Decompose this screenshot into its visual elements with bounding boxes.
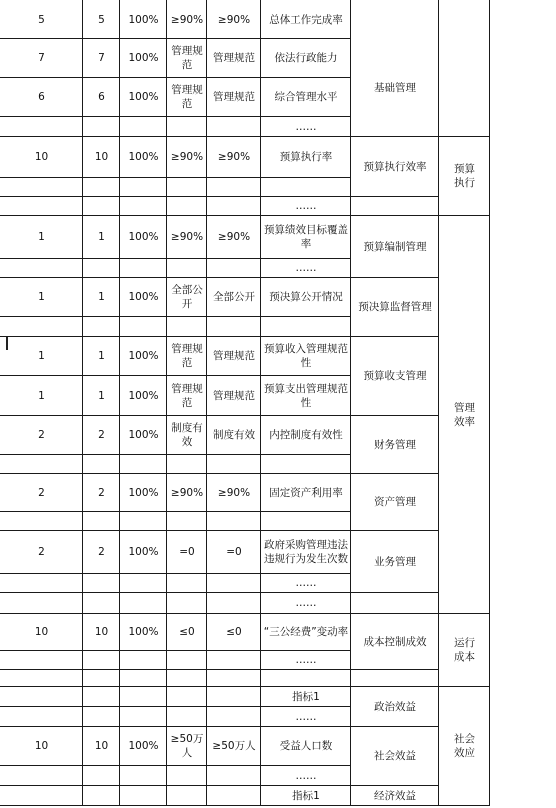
level3-indicator-cell: 业务管理 [374,555,416,568]
level3-indicator-cell [354,197,436,215]
table-cell: 管理规范 [213,389,255,402]
level3-indicator-cell [354,670,436,686]
table-cell: 预决算公开情况 [269,291,343,303]
table-cell: 6 [38,91,45,103]
level3-indicator-cell: 预决算监督管理 [358,301,432,313]
table-cell: 管理规范 [213,52,255,64]
table-cell: 指标1 [292,690,320,703]
table-cell: =0 [226,546,242,558]
table-cell: 10 [94,626,109,638]
table-cell [263,670,349,686]
table-cell: 1 [98,231,105,243]
table-cell: 100% [128,546,159,558]
level3-indicator-cell: 社会效益 [374,750,416,762]
table-cell: 政府采购管理违法违规行为发生次数 [264,539,348,565]
table-cell: 5 [98,13,105,26]
table-cell: 100% [128,626,159,638]
table-cell: 预算收入管理规范性 [264,343,348,369]
table-cell: 全部公开 [213,291,255,303]
table-vline [489,0,490,805]
table-cell: 内控制度有效性 [269,429,343,441]
table-cell: 1 [98,350,105,362]
table-cell [263,512,349,530]
level3-indicator-cell [354,593,436,613]
table-cell: 10 [94,740,109,752]
table-cell: 制度有效 [213,429,255,441]
level3-indicator-cell: 预算收支管理 [363,370,427,382]
level3-indicator-cell: 预算编制管理 [363,240,427,253]
table-cell: 100% [128,350,159,362]
table-vline [260,0,261,805]
table-cell: 依法行政能力 [274,52,338,64]
table-cell: 综合管理水平 [274,91,338,103]
table-cell: “三公经费”变动率 [263,626,349,638]
table-cell: 100% [128,429,159,441]
table-cell: 1 [38,231,45,243]
table-cell: 1 [98,291,105,303]
table-cell: ≥90% [217,13,251,26]
table-cell: 受益人口数 [279,740,333,752]
table-cell: 1 [98,389,105,402]
table-vline [82,0,83,805]
table-cell: 2 [38,486,45,499]
table-cell: 总体工作完成率 [269,13,343,26]
table-cell: 100% [128,91,159,103]
table-group-line [351,805,439,806]
table-group-line [439,805,490,806]
table-cell: 5 [38,13,45,26]
table-vline [350,0,351,805]
table-cell: 全部公开 [171,284,203,310]
level3-indicator-cell: 政治效益 [374,700,416,713]
table-vline [119,0,120,805]
level2-indicator-cell [449,1,480,136]
table-cell: 100% [128,291,159,303]
table-cell: 100% [128,231,159,243]
table-cell: ≥90% [170,151,204,163]
table-cell [263,455,349,473]
table-cell: …… [295,262,317,274]
table-cell: =0 [179,546,195,558]
table-cell: 1 [38,350,45,362]
table-cell: 固定资产利用率 [269,486,343,499]
table-cell: 2 [98,486,105,499]
table-cell: 10 [34,626,49,638]
level3-indicator-cell: 财务管理 [374,438,416,451]
table-cell: ≤0 [179,626,195,638]
table-cell: 预算执行率 [279,151,333,163]
table-cell: ≤0 [226,626,242,638]
level2-indicator-cell: 预算执行 [454,163,475,189]
table-cell: 预算支出管理规范性 [264,382,348,409]
level3-indicator-cell: 预算执行效率 [363,160,427,173]
table-cell: 100% [128,486,159,499]
table-cell: …… [295,597,317,609]
table-cell: 管理规范 [213,91,255,103]
table-cell: 10 [34,151,49,163]
level3-indicator-cell: 经济效益 [374,789,416,802]
table-cell: …… [295,200,317,212]
page-edge-mark [6,337,8,350]
table-cell: 2 [38,429,45,441]
table-cell: 10 [94,151,109,163]
level3-indicator-cell: 资产管理 [374,496,416,508]
table-cell: ≥90% [170,231,204,243]
table-cell: 100% [128,151,159,163]
table-row-line [0,805,351,806]
table-cell: ≥90% [217,151,251,163]
level2-indicator-cell: 社会效应 [454,733,475,759]
table-cell: …… [295,120,317,133]
table-cell: …… [295,710,317,723]
table-cell: 7 [98,52,105,64]
table-cell: 管理规范 [213,350,255,362]
table-cell: …… [295,654,317,666]
table-cell: 100% [128,52,159,64]
table-vline [166,0,167,805]
table-cell: 制度有效 [171,422,203,448]
table-cell: ≥50万人 [212,740,256,752]
table-cell: ≥90% [170,486,204,499]
table-cell: 管理规范 [171,84,203,110]
level3-indicator-cell: 基础管理 [374,81,416,94]
table-cell: 1 [38,389,45,402]
table-cell: ≥90% [217,486,251,499]
table-cell: 2 [98,429,105,441]
table-cell: 100% [128,389,159,402]
table-cell: 指标1 [292,789,320,802]
table-cell [263,317,349,336]
table-cell: ≥50万人 [170,733,204,759]
table-cell: ≥90% [170,13,204,26]
table-cell: ≥90% [217,231,251,243]
table-cell: 100% [128,13,159,26]
table-cell: …… [295,769,317,782]
table-cell: 10 [34,740,49,752]
table-cell: 预算绩效目标覆盖率 [264,224,348,250]
table-vline [438,0,439,805]
table-cell: 1 [38,291,45,303]
table-cell: 2 [38,546,45,558]
level2-indicator-cell: 管理效率 [454,401,475,428]
level2-indicator-cell: 运行成本 [454,637,475,663]
table-vline [206,0,207,805]
level3-indicator-cell: 成本控制成效 [363,635,427,648]
table-cell: 管理规范 [171,343,203,369]
table-cell: 100% [128,740,159,752]
table-cell: 6 [98,91,105,103]
table-cell: 管理规范 [171,45,203,71]
table-cell: 2 [98,546,105,558]
table-cell: 7 [38,52,45,64]
table-cell: …… [295,577,317,589]
table-cell: 管理规范 [171,382,203,409]
table-cell [263,178,349,196]
